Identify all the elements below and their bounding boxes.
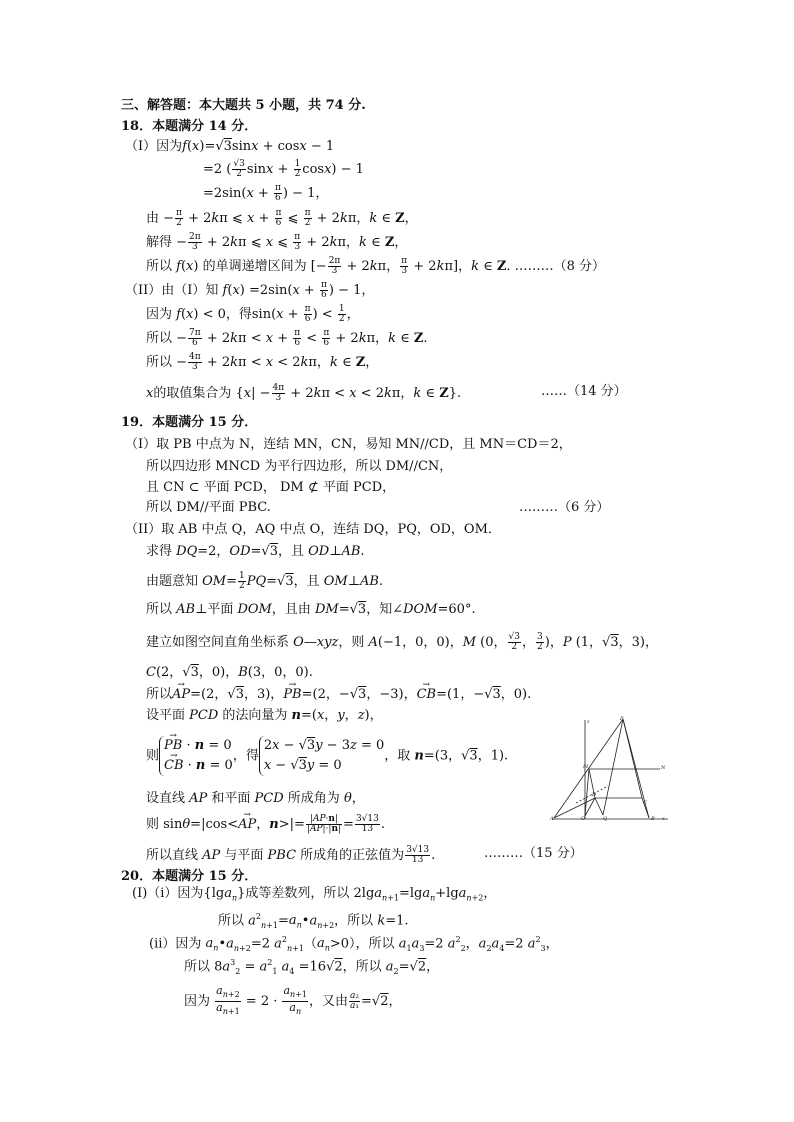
q19-line-11: 所以→ AP=(2，√3，3)，→ PB=(2，−√3，−3)，→ CB=(1，−√3，0). — [146, 687, 531, 703]
q19-header: 19．本题满分 15 分． — [121, 415, 258, 430]
q18-line-6: 所以 f(x) 的单调递增区间为 [− $\frac{2\pi}{3}$ + 2kπ， $\frac{\pi}{3}$ + 2kπ]，k ∈ Z. ………（8 分） — [146, 256, 606, 276]
q20-line-5: 因为 $\frac{a_{n+2}}{a_{n+1}}$ = 2 · $\frac{a_{n+1}}{a_n}$ ，又由 $\frac{\text{a₂}}{\text{a₁}}$ =√2， — [184, 984, 402, 1017]
q18-line-10: 所以 − $\frac{4\pi}{3}$ + 2kπ < x < 2kπ，k ∈ Z， — [146, 352, 379, 372]
q18-header: 18．本题满分 14 分． — [121, 119, 258, 134]
label-x: x — [662, 816, 665, 822]
q18-score-1: ………（8 分） — [514, 259, 606, 274]
q19-line-15: 则 sinθ=|cos<→ AP，n>|= $\frac{|AP\cdot n|}{|AP|\cdot|n|}$ = $\frac{3√13}{13}$ . — [146, 815, 385, 834]
q18-line-9: 所以 − $\frac{7\pi}{6}$ + 2kπ < x + $\frac{\pi}{6}$ < $\frac{\pi}{6}$ + 2kπ，k ∈ Z. — [146, 328, 428, 348]
edge-OM — [585, 769, 589, 816]
q20-line-2: 所以 $a^2_{n+1}=a_n•a_{n+2}$，所以 k=1. — [218, 912, 409, 930]
q19-line-14: 设直线 AP 和平面 PCD 所成角为 θ， — [146, 791, 365, 806]
q19-line-6: 求得 DQ=2，OD=√3，且 OD⊥AB. — [146, 544, 365, 559]
q20-line-3: (ⅱ）因为 $a_n•a_{n+2}=2$ $a^2_{n+1}(a_n>0)$，所以 $a_1a_3=2$ $a^2_2$，$a_2a_4=2$ $a^2_3$， — [149, 935, 559, 953]
section-title: 三、解答题：本大题共 5 小题，共 74 分. — [121, 98, 366, 113]
q19-line-12: 设平面 PCD 的法向量为 n=(x，y，z)， — [146, 708, 383, 723]
q18-line-11: x的取值集合为 {x| − $\frac{4\pi}{3}$ + 2kπ < x < 2kπ，k ∈ Z}. — [146, 383, 462, 403]
label-B: B — [651, 816, 655, 822]
q18-line-7: （II）由（I）知 f(x) =2sin(x + $\frac{\pi}{6}$ ) − 1， — [125, 280, 375, 300]
q20-header: 20．本题满分 15 分． — [121, 869, 258, 884]
q19-line-10: C(2，√3，0)，B(3，0，0). — [146, 665, 313, 680]
q20-line-1: (I)（ⅰ）因为{lga$_n$}成等差数列，所以 2lga$_{n+1}$=lga$_n$+lga$_{n+2}$， — [132, 886, 497, 903]
q19-line-1: （I）取 PB 中点为 N，连结 MN，CN，易知 MN//CD，且 MN＝CD＝2， — [125, 437, 572, 452]
q19-line-5: （II）取 AB 中点 Q，AQ 中点 O，连结 DQ，PQ，OD，OM． — [125, 522, 501, 537]
q19-line-2: 所以四边形 MNCD 为平行四边形，所以 DM//CN， — [146, 459, 453, 474]
q18-line-8: 因为 f(x) < 0，得sin(x + $\frac{\pi}{6}$ ) < $\frac{1}{2}$ ， — [146, 304, 360, 324]
q19-line-16: 所以直线 AP 与平面 PBC 所成角的正弦值为 $\frac{3√13}{13}$ . — [146, 845, 436, 865]
q19-line-13: 则→ PB · n = 0 → CB · n = 0，得2x − √3y − 3z = 0 x − √3y = 0，取 n=(3，√3，1). — [146, 736, 508, 776]
q19-line-7: 由题意知 OM= $\frac{1}{2}$ PQ=√3，且 OM⊥AB. — [146, 571, 384, 591]
q19-line-8: 所以 AB⊥平面 DOM，且由 DM=√3，知∠DOM=60°. — [146, 602, 476, 617]
q19-line-3: 且 CN ⊂ 平面 PCD， DM ⊄ 平面 PCD， — [146, 480, 396, 495]
q18-line-3: =2sin(x + $\frac{\pi}{6}$ ) − 1， — [203, 183, 329, 203]
edge-AD — [554, 798, 595, 818]
q20-line-4: 所以 $8a^3_2 = a^2_1$ $a_4 =16√2$，所以 $a_2=√2$， — [184, 958, 440, 976]
q19-score-1: ………（6 分） — [519, 500, 610, 515]
q18-line-4: 由 − $\frac{\pi}{2}$ + 2kπ ⩽ x + $\frac{\pi}{6}$ ⩽ $\frac{\pi}{2}$ + 2kπ，k ∈ Z， — [146, 208, 418, 228]
label-M: M — [583, 764, 589, 770]
q19-line-4: 所以 DM//平面 PBC. — [146, 500, 271, 515]
edge-PC — [623, 719, 642, 798]
q18-score-2: ……（14 分） — [541, 384, 627, 399]
q19-score-2: ………（15 分） — [484, 846, 583, 861]
edge-DQ — [595, 798, 603, 815]
label-C: C — [643, 800, 647, 806]
label-Q: Q — [603, 816, 608, 822]
q18-line-2: =2 ( $\frac{√3}{2}$ sinx + $\frac{1}{2}$ cosx) − 1 — [203, 159, 364, 179]
pyramid-figure — [548, 716, 668, 822]
q18-line-1: （I）因为f(x)=√3sinx + cosx − 1 — [125, 139, 335, 154]
label-A: A — [550, 816, 554, 822]
label-D: D — [592, 792, 597, 798]
q18-line-5: 解得 − $\frac{2\pi}{3}$ + 2kπ ⩽ x ⩽ $\frac{\pi}{3}$ + 2kπ，k ∈ Z， — [146, 232, 408, 252]
label-N: N — [661, 765, 666, 771]
label-O: O — [581, 816, 586, 822]
label-z: z — [587, 719, 590, 725]
label-P: P — [620, 716, 624, 722]
q19-line-9: 建立如图空间直角坐标系 O—xyz，则 A(−1，0，0)，M (0， $\frac{√3}{2}$ ， $\frac{3}{2}$ )，P (1，√3，3)， — [146, 632, 658, 652]
